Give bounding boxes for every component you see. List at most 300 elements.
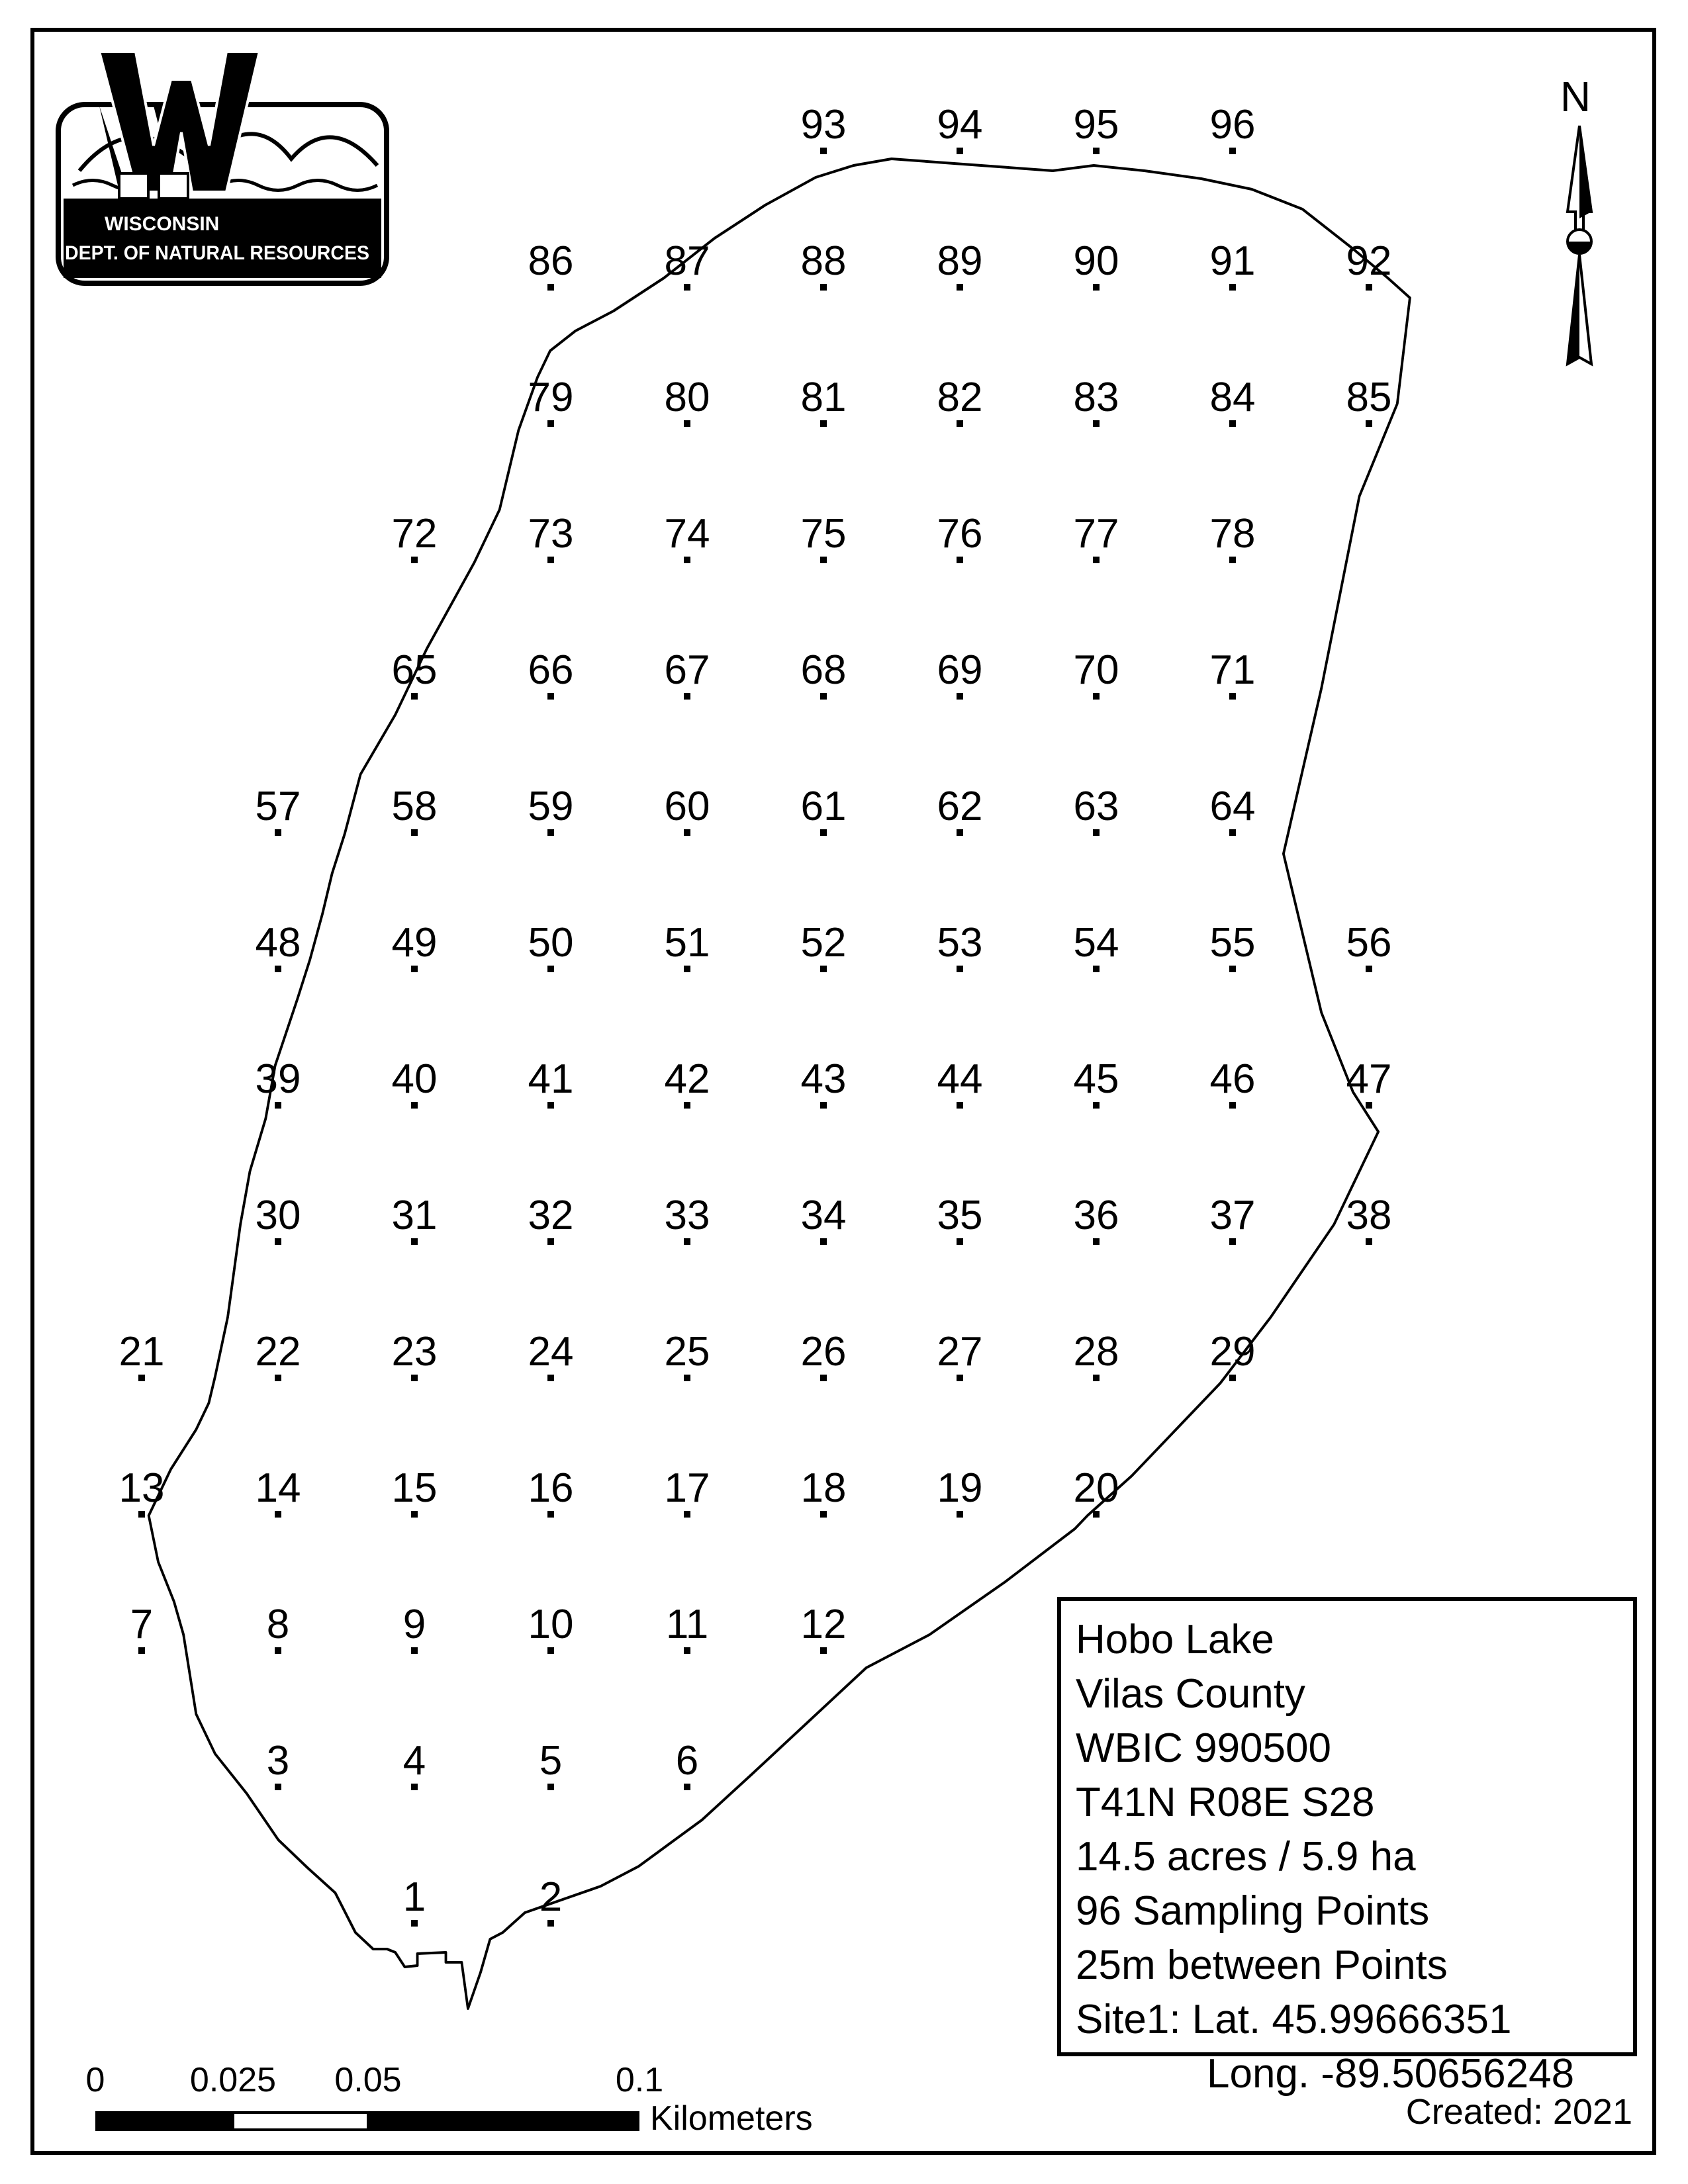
sampling-point-marker xyxy=(684,1647,690,1654)
sampling-point xyxy=(801,784,847,836)
legend-spacing: 25m between Points xyxy=(1076,1942,1448,1988)
scale-segment-2 xyxy=(233,2113,368,2130)
sampling-point-marker xyxy=(1093,1375,1100,1381)
sampling-point-marker xyxy=(1229,284,1236,291)
sampling-point xyxy=(1074,647,1119,700)
sampling-point xyxy=(1346,375,1392,427)
sampling-point-marker xyxy=(411,1102,418,1109)
sampling-point xyxy=(1074,920,1119,972)
sampling-point-label: 94 xyxy=(937,102,983,148)
sampling-point xyxy=(267,1738,289,1790)
sampling-point-marker xyxy=(957,284,963,291)
legend-plss: T41N R08E S28 xyxy=(1076,1780,1375,1825)
sampling-point xyxy=(665,920,710,972)
sampling-point-marker xyxy=(547,420,554,427)
sampling-point-marker xyxy=(957,148,963,154)
sampling-point xyxy=(392,511,438,563)
sampling-point-label: 90 xyxy=(1073,238,1119,284)
sampling-point-label: 48 xyxy=(255,920,301,966)
sampling-point-marker xyxy=(1366,1102,1372,1109)
sampling-point xyxy=(801,238,847,291)
sampling-point-marker xyxy=(138,1511,145,1518)
sampling-point-marker xyxy=(684,557,690,563)
sampling-point-marker xyxy=(957,1375,963,1381)
sampling-point xyxy=(256,920,301,972)
sampling-point-marker xyxy=(957,557,963,563)
created-date: Created: 2021 xyxy=(1405,2092,1632,2132)
sampling-point xyxy=(119,1329,165,1381)
sampling-point xyxy=(665,784,710,836)
sampling-point-label: 45 xyxy=(1073,1056,1119,1102)
sampling-point xyxy=(256,1056,301,1109)
north-label: N xyxy=(1560,73,1591,120)
sampling-point-label: 39 xyxy=(255,1056,301,1102)
sampling-point-marker xyxy=(547,1511,554,1518)
sampling-point-marker xyxy=(547,829,554,836)
sampling-point xyxy=(256,1329,301,1381)
sampling-point-marker xyxy=(547,1238,554,1245)
sampling-point-marker xyxy=(684,284,690,291)
sampling-point xyxy=(665,1329,710,1381)
sampling-point xyxy=(528,1465,574,1518)
sampling-point xyxy=(665,1465,710,1518)
sampling-point-label: 22 xyxy=(255,1329,301,1375)
sampling-point xyxy=(665,511,710,563)
sampling-point-label: 27 xyxy=(937,1329,983,1375)
sampling-point-marker xyxy=(1366,420,1372,427)
sampling-point xyxy=(1346,1056,1392,1109)
legend-points: 96 Sampling Points xyxy=(1076,1888,1430,1934)
legend-box xyxy=(1057,1597,1637,2097)
sampling-point xyxy=(392,920,438,972)
sampling-point-label: 81 xyxy=(800,375,847,420)
sampling-point-marker xyxy=(275,1511,281,1518)
sampling-point-marker xyxy=(547,284,554,291)
sampling-point xyxy=(665,375,710,427)
legend-county: Vilas County xyxy=(1076,1671,1305,1717)
scale-unit-label: Kilometers xyxy=(650,2099,813,2138)
sampling-point-marker xyxy=(411,1238,418,1245)
sampling-point xyxy=(801,1602,847,1654)
sampling-point-marker xyxy=(1229,829,1236,836)
sampling-point-label: 86 xyxy=(528,238,574,284)
sampling-point xyxy=(937,920,983,972)
sampling-point xyxy=(392,647,438,700)
sampling-point xyxy=(119,1465,165,1518)
sampling-point-marker xyxy=(138,1375,145,1381)
sampling-point-label: 18 xyxy=(800,1465,847,1511)
sampling-point xyxy=(539,1874,562,1927)
sampling-point-label: 54 xyxy=(1073,920,1119,966)
sampling-point-label: 6 xyxy=(675,1738,699,1784)
sampling-point-label: 28 xyxy=(1073,1329,1119,1375)
sampling-point-marker xyxy=(275,1784,281,1790)
sampling-point xyxy=(256,784,301,836)
sampling-point-label: 92 xyxy=(1346,238,1392,284)
sampling-point-marker xyxy=(684,1102,690,1109)
sampling-point xyxy=(665,1193,710,1245)
sampling-point-label: 83 xyxy=(1073,375,1119,420)
sampling-point-marker xyxy=(1366,284,1372,291)
sampling-point-label: 31 xyxy=(391,1193,438,1238)
scale-tick-0: 0 xyxy=(85,2061,105,2099)
sampling-point xyxy=(937,784,983,836)
sampling-point xyxy=(392,1193,438,1245)
scale-bar xyxy=(86,2061,813,2138)
sampling-point-label: 34 xyxy=(800,1193,847,1238)
sampling-point xyxy=(937,1193,983,1245)
sampling-point-label: 71 xyxy=(1209,647,1256,693)
sampling-point-marker xyxy=(547,557,554,563)
sampling-point xyxy=(528,1329,574,1381)
sampling-point-marker xyxy=(411,1920,418,1927)
sampling-point-marker xyxy=(820,1375,827,1381)
sampling-point-marker xyxy=(1366,1238,1372,1245)
sampling-point-marker xyxy=(820,557,827,563)
sampling-point xyxy=(539,1738,562,1790)
sampling-point-marker xyxy=(275,829,281,836)
sampling-point-marker xyxy=(1229,148,1236,154)
sampling-point-marker xyxy=(957,1511,963,1518)
sampling-point-label: 2 xyxy=(539,1874,563,1920)
scale-tick-2: 0.05 xyxy=(334,2061,402,2099)
sampling-point-label: 77 xyxy=(1073,511,1119,557)
sampling-point xyxy=(676,1738,698,1790)
sampling-point-label: 61 xyxy=(800,784,847,829)
sampling-point-label: 9 xyxy=(402,1602,426,1647)
sampling-point-label: 72 xyxy=(391,511,438,557)
sampling-point xyxy=(528,1193,574,1245)
sampling-point xyxy=(1210,784,1256,836)
sampling-point-label: 37 xyxy=(1209,1193,1256,1238)
sampling-point-marker xyxy=(275,1102,281,1109)
sampling-point xyxy=(392,1465,438,1518)
sampling-point-marker xyxy=(1093,1238,1100,1245)
sampling-point-label: 14 xyxy=(255,1465,301,1511)
sampling-point-label: 52 xyxy=(800,920,847,966)
sampling-point-marker xyxy=(1093,966,1100,972)
sampling-point-label: 60 xyxy=(664,784,710,829)
sampling-point-marker xyxy=(1093,284,1100,291)
sampling-point xyxy=(528,511,574,563)
sampling-point-label: 76 xyxy=(937,511,983,557)
sampling-point xyxy=(937,511,983,563)
sampling-point-marker xyxy=(1229,420,1236,427)
sampling-point xyxy=(1074,1465,1119,1518)
sampling-point-marker xyxy=(1093,557,1100,563)
sampling-point-label: 67 xyxy=(664,647,710,693)
sampling-point xyxy=(403,1602,426,1654)
sampling-point xyxy=(1210,102,1256,154)
sampling-point-label: 82 xyxy=(937,375,983,420)
sampling-point-label: 88 xyxy=(800,238,847,284)
sampling-point-label: 80 xyxy=(664,375,710,420)
sampling-point-marker xyxy=(547,966,554,972)
scale-segment-1 xyxy=(95,2111,233,2131)
logo-agency-line2: DEPT. OF NATURAL RESOURCES xyxy=(65,242,369,264)
sampling-point-label: 56 xyxy=(1346,920,1392,966)
sampling-point xyxy=(403,1738,426,1790)
legend-area: 14.5 acres / 5.9 ha xyxy=(1076,1834,1416,1880)
sampling-point xyxy=(801,647,847,700)
logo-agency-line1: WISCONSIN xyxy=(105,213,220,235)
sampling-point-label: 47 xyxy=(1346,1056,1392,1102)
sampling-point xyxy=(801,102,847,154)
sampling-point xyxy=(665,238,710,291)
sampling-point xyxy=(1210,1329,1256,1381)
sampling-point-label: 12 xyxy=(800,1602,847,1647)
sampling-point xyxy=(528,647,574,700)
sampling-point xyxy=(937,102,983,154)
sampling-point-label: 62 xyxy=(937,784,983,829)
sampling-point-marker xyxy=(684,420,690,427)
sampling-point xyxy=(1210,375,1256,427)
sampling-point-label: 26 xyxy=(800,1329,847,1375)
sampling-point-label: 20 xyxy=(1073,1465,1119,1511)
sampling-point-label: 85 xyxy=(1346,375,1392,420)
sampling-point-label: 63 xyxy=(1073,784,1119,829)
sampling-point xyxy=(801,1329,847,1381)
sampling-point xyxy=(528,1056,574,1109)
sampling-point xyxy=(1210,1056,1256,1109)
sampling-point-label: 75 xyxy=(800,511,847,557)
sampling-point-marker xyxy=(684,966,690,972)
sampling-point-marker xyxy=(1229,1102,1236,1109)
sampling-point xyxy=(1210,238,1256,291)
sampling-point-label: 44 xyxy=(937,1056,983,1102)
sampling-point-marker xyxy=(684,1511,690,1518)
sampling-point-marker xyxy=(820,148,827,154)
sampling-point-label: 70 xyxy=(1073,647,1119,693)
sampling-point-label: 15 xyxy=(391,1465,438,1511)
sampling-point-label: 41 xyxy=(528,1056,574,1102)
sampling-point-marker xyxy=(684,1375,690,1381)
sampling-point xyxy=(1074,1329,1119,1381)
sampling-point-label: 25 xyxy=(664,1329,710,1375)
sampling-point-marker xyxy=(411,1511,418,1518)
sampling-point-label: 91 xyxy=(1209,238,1256,284)
sampling-point-marker xyxy=(1229,1238,1236,1245)
sampling-point-label: 53 xyxy=(937,920,983,966)
sampling-point-label: 17 xyxy=(664,1465,710,1511)
sampling-point xyxy=(1210,647,1256,700)
sampling-point xyxy=(801,375,847,427)
sampling-point xyxy=(937,1329,983,1381)
sampling-point-label: 65 xyxy=(391,647,438,693)
sampling-point xyxy=(256,1193,301,1245)
sampling-point-label: 46 xyxy=(1209,1056,1256,1102)
sampling-point-marker xyxy=(275,1238,281,1245)
sampling-point-marker xyxy=(820,1238,827,1245)
sampling-point-marker xyxy=(547,1102,554,1109)
sampling-point-label: 79 xyxy=(528,375,574,420)
sampling-point-marker xyxy=(957,966,963,972)
sampling-point-marker xyxy=(820,1102,827,1109)
sampling-point-label: 4 xyxy=(402,1738,426,1784)
sampling-point-marker xyxy=(411,1375,418,1381)
sampling-point xyxy=(392,784,438,836)
sampling-point xyxy=(130,1602,153,1654)
sampling-point-label: 51 xyxy=(664,920,710,966)
sampling-point-label: 19 xyxy=(937,1465,983,1511)
sampling-point xyxy=(392,1056,438,1109)
sampling-point xyxy=(528,1602,574,1654)
sampling-point-marker xyxy=(411,693,418,700)
sampling-point-marker xyxy=(684,1238,690,1245)
sampling-point-marker xyxy=(684,829,690,836)
sampling-point-label: 21 xyxy=(118,1329,165,1375)
sampling-point-label: 87 xyxy=(664,238,710,284)
sampling-point xyxy=(1074,1193,1119,1245)
sampling-point-marker xyxy=(1229,693,1236,700)
sampling-point xyxy=(666,1602,708,1654)
sampling-point-marker xyxy=(684,1784,690,1790)
sampling-point-label: 36 xyxy=(1073,1193,1119,1238)
sampling-point-label: 16 xyxy=(528,1465,574,1511)
sampling-point-label: 68 xyxy=(800,647,847,693)
legend-wbic: WBIC 990500 xyxy=(1076,1725,1331,1771)
sampling-point xyxy=(937,1056,983,1109)
sampling-point-label: 74 xyxy=(664,511,710,557)
sampling-point-marker xyxy=(547,693,554,700)
sampling-point xyxy=(1074,1056,1119,1109)
sampling-point-marker xyxy=(275,1375,281,1381)
sampling-point-label: 42 xyxy=(664,1056,710,1102)
sampling-point xyxy=(937,375,983,427)
sampling-point-marker xyxy=(957,1238,963,1245)
sampling-point-label: 59 xyxy=(528,784,574,829)
sampling-point xyxy=(256,1465,301,1518)
sampling-point-marker xyxy=(957,829,963,836)
sampling-point xyxy=(801,511,847,563)
sampling-point-label: 13 xyxy=(118,1465,165,1511)
sampling-point-label: 43 xyxy=(800,1056,847,1102)
sampling-point-label: 24 xyxy=(528,1329,574,1375)
sampling-point-label: 1 xyxy=(402,1874,426,1920)
sampling-point-label: 32 xyxy=(528,1193,574,1238)
sampling-point-label: 55 xyxy=(1209,920,1256,966)
sampling-point xyxy=(1210,920,1256,972)
sampling-point xyxy=(937,238,983,291)
sampling-point xyxy=(528,375,574,427)
sampling-point-label: 10 xyxy=(528,1602,574,1647)
sampling-point-marker xyxy=(957,693,963,700)
sampling-point xyxy=(392,1329,438,1381)
sampling-point-label: 8 xyxy=(266,1602,290,1647)
sampling-point xyxy=(267,1602,289,1654)
sampling-point-marker xyxy=(275,1647,281,1654)
sampling-point-label: 3 xyxy=(266,1738,290,1784)
sampling-point-marker xyxy=(820,693,827,700)
wdnr-logo xyxy=(58,52,387,283)
sampling-point-label: 78 xyxy=(1209,511,1256,557)
sampling-point-label: 7 xyxy=(130,1602,154,1647)
sampling-point xyxy=(1210,511,1256,563)
sampling-point-marker xyxy=(820,284,827,291)
sampling-point-label: 35 xyxy=(937,1193,983,1238)
sampling-point-marker xyxy=(547,1784,554,1790)
sampling-point-marker xyxy=(957,1102,963,1109)
sampling-point-label: 50 xyxy=(528,920,574,966)
north-arrow xyxy=(1560,73,1591,364)
sampling-point xyxy=(1346,920,1392,972)
sampling-point xyxy=(937,1465,983,1518)
sampling-point-marker xyxy=(1366,966,1372,972)
sampling-point-label: 33 xyxy=(664,1193,710,1238)
sampling-point xyxy=(937,647,983,700)
sampling-point-marker xyxy=(1229,1375,1236,1381)
sampling-point-label: 29 xyxy=(1209,1329,1256,1375)
sampling-point-label: 66 xyxy=(528,647,574,693)
sampling-point-marker xyxy=(411,1784,418,1790)
sampling-point-marker xyxy=(411,557,418,563)
sampling-point-label: 96 xyxy=(1209,102,1256,148)
sampling-point xyxy=(1346,1193,1392,1245)
scale-tick-3: 0.1 xyxy=(615,2061,664,2099)
sampling-point-marker xyxy=(820,966,827,972)
sampling-point-label: 11 xyxy=(665,1602,709,1647)
sampling-point-label: 95 xyxy=(1073,102,1119,148)
sampling-point-marker xyxy=(411,829,418,836)
sampling-point-label: 57 xyxy=(255,784,301,829)
sampling-point-marker xyxy=(547,1920,554,1927)
sampling-point-marker xyxy=(547,1647,554,1654)
sampling-point-label: 38 xyxy=(1346,1193,1392,1238)
legend-lake-name: Hobo Lake xyxy=(1076,1617,1274,1662)
sampling-point xyxy=(1074,102,1119,154)
sampling-point xyxy=(801,1056,847,1109)
sampling-point-label: 23 xyxy=(391,1329,438,1375)
scale-tick-1: 0.025 xyxy=(189,2061,277,2099)
sampling-point-marker xyxy=(1093,148,1100,154)
sampling-point-label: 89 xyxy=(937,238,983,284)
sampling-point xyxy=(665,1056,710,1109)
sampling-point xyxy=(1074,511,1119,563)
sampling-point-marker xyxy=(1229,557,1236,563)
sampling-point xyxy=(665,647,710,700)
sampling-point xyxy=(528,920,574,972)
sampling-point xyxy=(528,784,574,836)
sampling-point xyxy=(528,238,574,291)
sampling-point-marker xyxy=(820,829,827,836)
sampling-point-label: 73 xyxy=(528,511,574,557)
sampling-point-marker xyxy=(820,1647,827,1654)
sampling-point-marker xyxy=(1093,829,1100,836)
legend-site-lat: Site1: Lat. 45.99666351 xyxy=(1076,1997,1512,2042)
sampling-point-marker xyxy=(820,420,827,427)
sampling-point-marker xyxy=(1093,1511,1100,1518)
sampling-point-marker xyxy=(275,966,281,972)
sampling-point-marker xyxy=(411,966,418,972)
sampling-point-label: 64 xyxy=(1209,784,1256,829)
sampling-point-marker xyxy=(820,1511,827,1518)
legend-site-long: Long. -89.50656248 xyxy=(1207,2051,1575,2097)
sampling-point-label: 5 xyxy=(539,1738,563,1784)
sampling-point-marker xyxy=(1093,420,1100,427)
sampling-point xyxy=(801,1465,847,1518)
sampling-point xyxy=(1074,784,1119,836)
sampling-point-label: 69 xyxy=(937,647,983,693)
sampling-point-label: 58 xyxy=(391,784,438,829)
sampling-point-marker xyxy=(1229,966,1236,972)
sampling-point xyxy=(403,1874,426,1927)
sampling-point xyxy=(1074,375,1119,427)
sampling-point-marker xyxy=(547,1375,554,1381)
sampling-point xyxy=(1074,238,1119,291)
sampling-point xyxy=(1210,1193,1256,1245)
sampling-point-label: 93 xyxy=(800,102,847,148)
scale-segment-3 xyxy=(368,2111,639,2131)
